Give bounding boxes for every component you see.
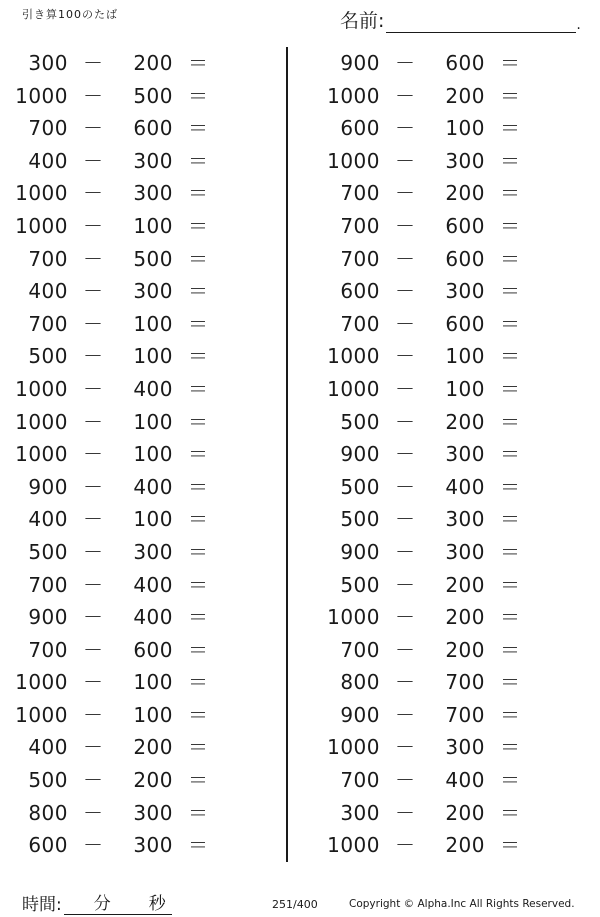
subtrahend: 400	[133, 376, 173, 401]
equals-sign: ＝	[188, 148, 209, 173]
equals-sign: ＝	[500, 572, 521, 597]
subtrahend: 600	[445, 246, 485, 271]
equals-sign: ＝	[500, 474, 521, 499]
equals-sign: ＝	[188, 800, 209, 825]
equals-sign: ＝	[500, 181, 521, 206]
minuend: 1000	[327, 735, 380, 760]
equals-sign: ＝	[500, 279, 521, 304]
minus-sign: －	[83, 213, 104, 238]
equals-sign: ＝	[500, 605, 521, 630]
equals-sign: ＝	[500, 376, 521, 401]
subtrahend: 100	[133, 702, 173, 727]
subtrahend: 500	[133, 246, 173, 271]
subtrahend: 500	[133, 83, 173, 108]
minuend: 400	[28, 148, 68, 173]
name-field	[340, 6, 581, 33]
subtrahend: 100	[133, 507, 173, 532]
equals-sign: ＝	[188, 376, 209, 401]
subtrahend: 300	[445, 279, 485, 304]
equals-sign: ＝	[500, 344, 521, 369]
subtrahend: 700	[445, 670, 485, 695]
minuend: 1000	[15, 181, 68, 206]
equals-sign: ＝	[188, 442, 209, 467]
name-end-dot: .	[576, 17, 581, 33]
subtrahend: 300	[133, 833, 173, 858]
minus-sign: －	[395, 116, 416, 141]
equals-sign: ＝	[500, 442, 521, 467]
minuend: 700	[340, 311, 380, 336]
subtrahend: 700	[445, 702, 485, 727]
subtrahend: 100	[445, 376, 485, 401]
minuend: 800	[28, 800, 68, 825]
minus-sign: －	[83, 442, 104, 467]
minuend: 700	[340, 246, 380, 271]
minus-sign: －	[83, 539, 104, 564]
minuend: 1000	[327, 344, 380, 369]
equals-sign: ＝	[500, 507, 521, 532]
minuend: 700	[340, 768, 380, 793]
minus-sign: －	[83, 148, 104, 173]
minuend: 900	[340, 442, 380, 467]
minuend: 700	[340, 181, 380, 206]
subtrahend: 400	[133, 605, 173, 630]
minus-sign: －	[395, 507, 416, 532]
equals-sign: ＝	[500, 800, 521, 825]
minus-sign: －	[83, 637, 104, 662]
minuend: 500	[340, 474, 380, 499]
equals-sign: ＝	[188, 768, 209, 793]
minus-sign: －	[83, 735, 104, 760]
subtrahend: 300	[133, 279, 173, 304]
minus-sign: －	[395, 605, 416, 630]
seconds-label: 秒	[148, 894, 166, 914]
equals-sign: ＝	[188, 344, 209, 369]
subtrahend: 200	[445, 83, 485, 108]
equals-sign: ＝	[500, 409, 521, 434]
minuend: 1000	[15, 213, 68, 238]
subtrahend: 200	[445, 572, 485, 597]
minus-sign: －	[83, 344, 104, 369]
minuend: 500	[340, 409, 380, 434]
copyright-text: Copyright © Alpha.Inc All Rights Reserved.	[349, 898, 575, 910]
minuend: 500	[340, 572, 380, 597]
minus-sign: －	[83, 181, 104, 206]
minuend: 1000	[15, 670, 68, 695]
time-line	[64, 894, 172, 915]
minuend: 900	[340, 539, 380, 564]
minus-sign: －	[83, 702, 104, 727]
minus-sign: －	[83, 768, 104, 793]
subtrahend: 100	[133, 670, 173, 695]
minus-sign: －	[395, 279, 416, 304]
minuend: 1000	[327, 376, 380, 401]
subtrahend: 400	[445, 474, 485, 499]
minus-sign: －	[395, 213, 416, 238]
minuend: 500	[340, 507, 380, 532]
subtrahend: 100	[133, 344, 173, 369]
time-label: 時間:	[22, 895, 62, 915]
minuend: 1000	[15, 376, 68, 401]
equals-sign: ＝	[500, 670, 521, 695]
subtrahend: 100	[133, 442, 173, 467]
equals-sign: ＝	[188, 279, 209, 304]
minuend: 400	[28, 735, 68, 760]
minuend: 1000	[327, 605, 380, 630]
equals-sign: ＝	[500, 768, 521, 793]
subtrahend: 600	[445, 51, 485, 75]
equals-sign: ＝	[188, 51, 209, 75]
minuend: 1000	[327, 833, 380, 858]
minuend: 600	[340, 279, 380, 304]
minuend: 500	[28, 344, 68, 369]
minus-sign: －	[395, 51, 416, 75]
equals-sign: ＝	[500, 637, 521, 662]
subtrahend: 300	[445, 442, 485, 467]
equals-sign: ＝	[500, 246, 521, 271]
equals-sign: ＝	[188, 605, 209, 630]
subtrahend: 300	[445, 148, 485, 173]
equals-sign: ＝	[188, 246, 209, 271]
time-field	[22, 890, 172, 915]
minus-sign: －	[83, 800, 104, 825]
minus-sign: －	[83, 246, 104, 271]
minus-sign: －	[395, 539, 416, 564]
minuend: 700	[28, 311, 68, 336]
subtrahend: 300	[133, 539, 173, 564]
minuend: 400	[28, 507, 68, 532]
equals-sign: ＝	[500, 83, 521, 108]
minutes-label: 分	[93, 894, 111, 914]
minus-sign: －	[395, 311, 416, 336]
minus-sign: －	[395, 246, 416, 271]
equals-sign: ＝	[188, 670, 209, 695]
minus-sign: －	[395, 572, 416, 597]
minus-sign: －	[395, 376, 416, 401]
subtrahend: 200	[445, 800, 485, 825]
equals-sign: ＝	[500, 311, 521, 336]
minus-sign: －	[83, 83, 104, 108]
minus-sign: －	[83, 279, 104, 304]
equals-sign: ＝	[188, 116, 209, 141]
minuend: 500	[28, 768, 68, 793]
minus-sign: －	[395, 637, 416, 662]
equals-sign: ＝	[188, 311, 209, 336]
minuend: 1000	[327, 148, 380, 173]
subtrahend: 200	[445, 637, 485, 662]
equals-sign: ＝	[500, 51, 521, 75]
minus-sign: －	[395, 800, 416, 825]
subtrahend: 300	[133, 148, 173, 173]
equals-sign: ＝	[188, 474, 209, 499]
subtrahend: 100	[133, 311, 173, 336]
subtrahend: 200	[133, 768, 173, 793]
minuend: 400	[28, 279, 68, 304]
subtrahend: 300	[445, 539, 485, 564]
minuend: 900	[28, 605, 68, 630]
equals-sign: ＝	[500, 735, 521, 760]
minuend: 900	[340, 51, 380, 75]
subtrahend: 100	[445, 344, 485, 369]
equals-sign: ＝	[188, 213, 209, 238]
equals-sign: ＝	[500, 116, 521, 141]
subtrahend: 600	[445, 213, 485, 238]
minus-sign: －	[395, 833, 416, 858]
column-divider	[286, 47, 288, 862]
minuend: 600	[340, 116, 380, 141]
minus-sign: －	[395, 474, 416, 499]
minus-sign: －	[83, 51, 104, 75]
minus-sign: －	[395, 442, 416, 467]
subtrahend: 200	[445, 181, 485, 206]
worksheet-title: 引き算100のたば	[22, 8, 118, 21]
minus-sign: －	[83, 474, 104, 499]
minus-sign: －	[395, 702, 416, 727]
subtrahend: 200	[445, 409, 485, 434]
equals-sign: ＝	[188, 507, 209, 532]
subtrahend: 300	[445, 507, 485, 532]
minus-sign: －	[83, 833, 104, 858]
name-line	[386, 12, 576, 33]
minus-sign: －	[395, 670, 416, 695]
minuend: 300	[28, 51, 68, 75]
subtrahend: 600	[445, 311, 485, 336]
minuend: 900	[340, 702, 380, 727]
equals-sign: ＝	[188, 409, 209, 434]
minuend: 1000	[15, 442, 68, 467]
subtrahend: 100	[133, 213, 173, 238]
subtrahend: 600	[133, 116, 173, 141]
page-number: 251/400	[272, 898, 318, 911]
minus-sign: －	[83, 670, 104, 695]
minuend: 700	[340, 637, 380, 662]
minuend: 700	[340, 213, 380, 238]
minus-sign: －	[395, 344, 416, 369]
minus-sign: －	[83, 409, 104, 434]
subtrahend: 200	[445, 833, 485, 858]
equals-sign: ＝	[500, 213, 521, 238]
minuend: 600	[28, 833, 68, 858]
minuend: 300	[340, 800, 380, 825]
minuend: 700	[28, 116, 68, 141]
minuend: 700	[28, 637, 68, 662]
minus-sign: －	[395, 768, 416, 793]
minus-sign: －	[395, 735, 416, 760]
equals-sign: ＝	[500, 148, 521, 173]
minus-sign: －	[395, 181, 416, 206]
minuend: 800	[340, 670, 380, 695]
minuend: 1000	[15, 702, 68, 727]
minuend: 700	[28, 572, 68, 597]
equals-sign: ＝	[188, 572, 209, 597]
minuend: 1000	[15, 83, 68, 108]
equals-sign: ＝	[188, 702, 209, 727]
subtrahend: 400	[445, 768, 485, 793]
minus-sign: －	[83, 572, 104, 597]
subtrahend: 200	[133, 51, 173, 75]
equals-sign: ＝	[188, 181, 209, 206]
equals-sign: ＝	[188, 83, 209, 108]
minus-sign: －	[83, 376, 104, 401]
subtrahend: 200	[133, 735, 173, 760]
minus-sign: －	[83, 311, 104, 336]
equals-sign: ＝	[188, 735, 209, 760]
equals-sign: ＝	[188, 637, 209, 662]
minus-sign: －	[395, 83, 416, 108]
minus-sign: －	[395, 148, 416, 173]
minus-sign: －	[395, 409, 416, 434]
minuend: 900	[28, 474, 68, 499]
minuend: 500	[28, 539, 68, 564]
equals-sign: ＝	[500, 833, 521, 858]
equals-sign: ＝	[188, 539, 209, 564]
minus-sign: －	[83, 605, 104, 630]
minus-sign: －	[83, 116, 104, 141]
subtrahend: 400	[133, 474, 173, 499]
name-label: 名前:	[340, 10, 385, 32]
minuend: 1000	[15, 409, 68, 434]
subtrahend: 300	[133, 181, 173, 206]
minus-sign: －	[83, 507, 104, 532]
equals-sign: ＝	[500, 702, 521, 727]
subtrahend: 100	[133, 409, 173, 434]
subtrahend: 100	[445, 116, 485, 141]
subtrahend: 200	[445, 605, 485, 630]
subtrahend: 300	[445, 735, 485, 760]
subtrahend: 600	[133, 637, 173, 662]
minuend: 1000	[327, 83, 380, 108]
equals-sign: ＝	[500, 539, 521, 564]
equals-sign: ＝	[188, 833, 209, 858]
subtrahend: 400	[133, 572, 173, 597]
minuend: 700	[28, 246, 68, 271]
subtrahend: 300	[133, 800, 173, 825]
